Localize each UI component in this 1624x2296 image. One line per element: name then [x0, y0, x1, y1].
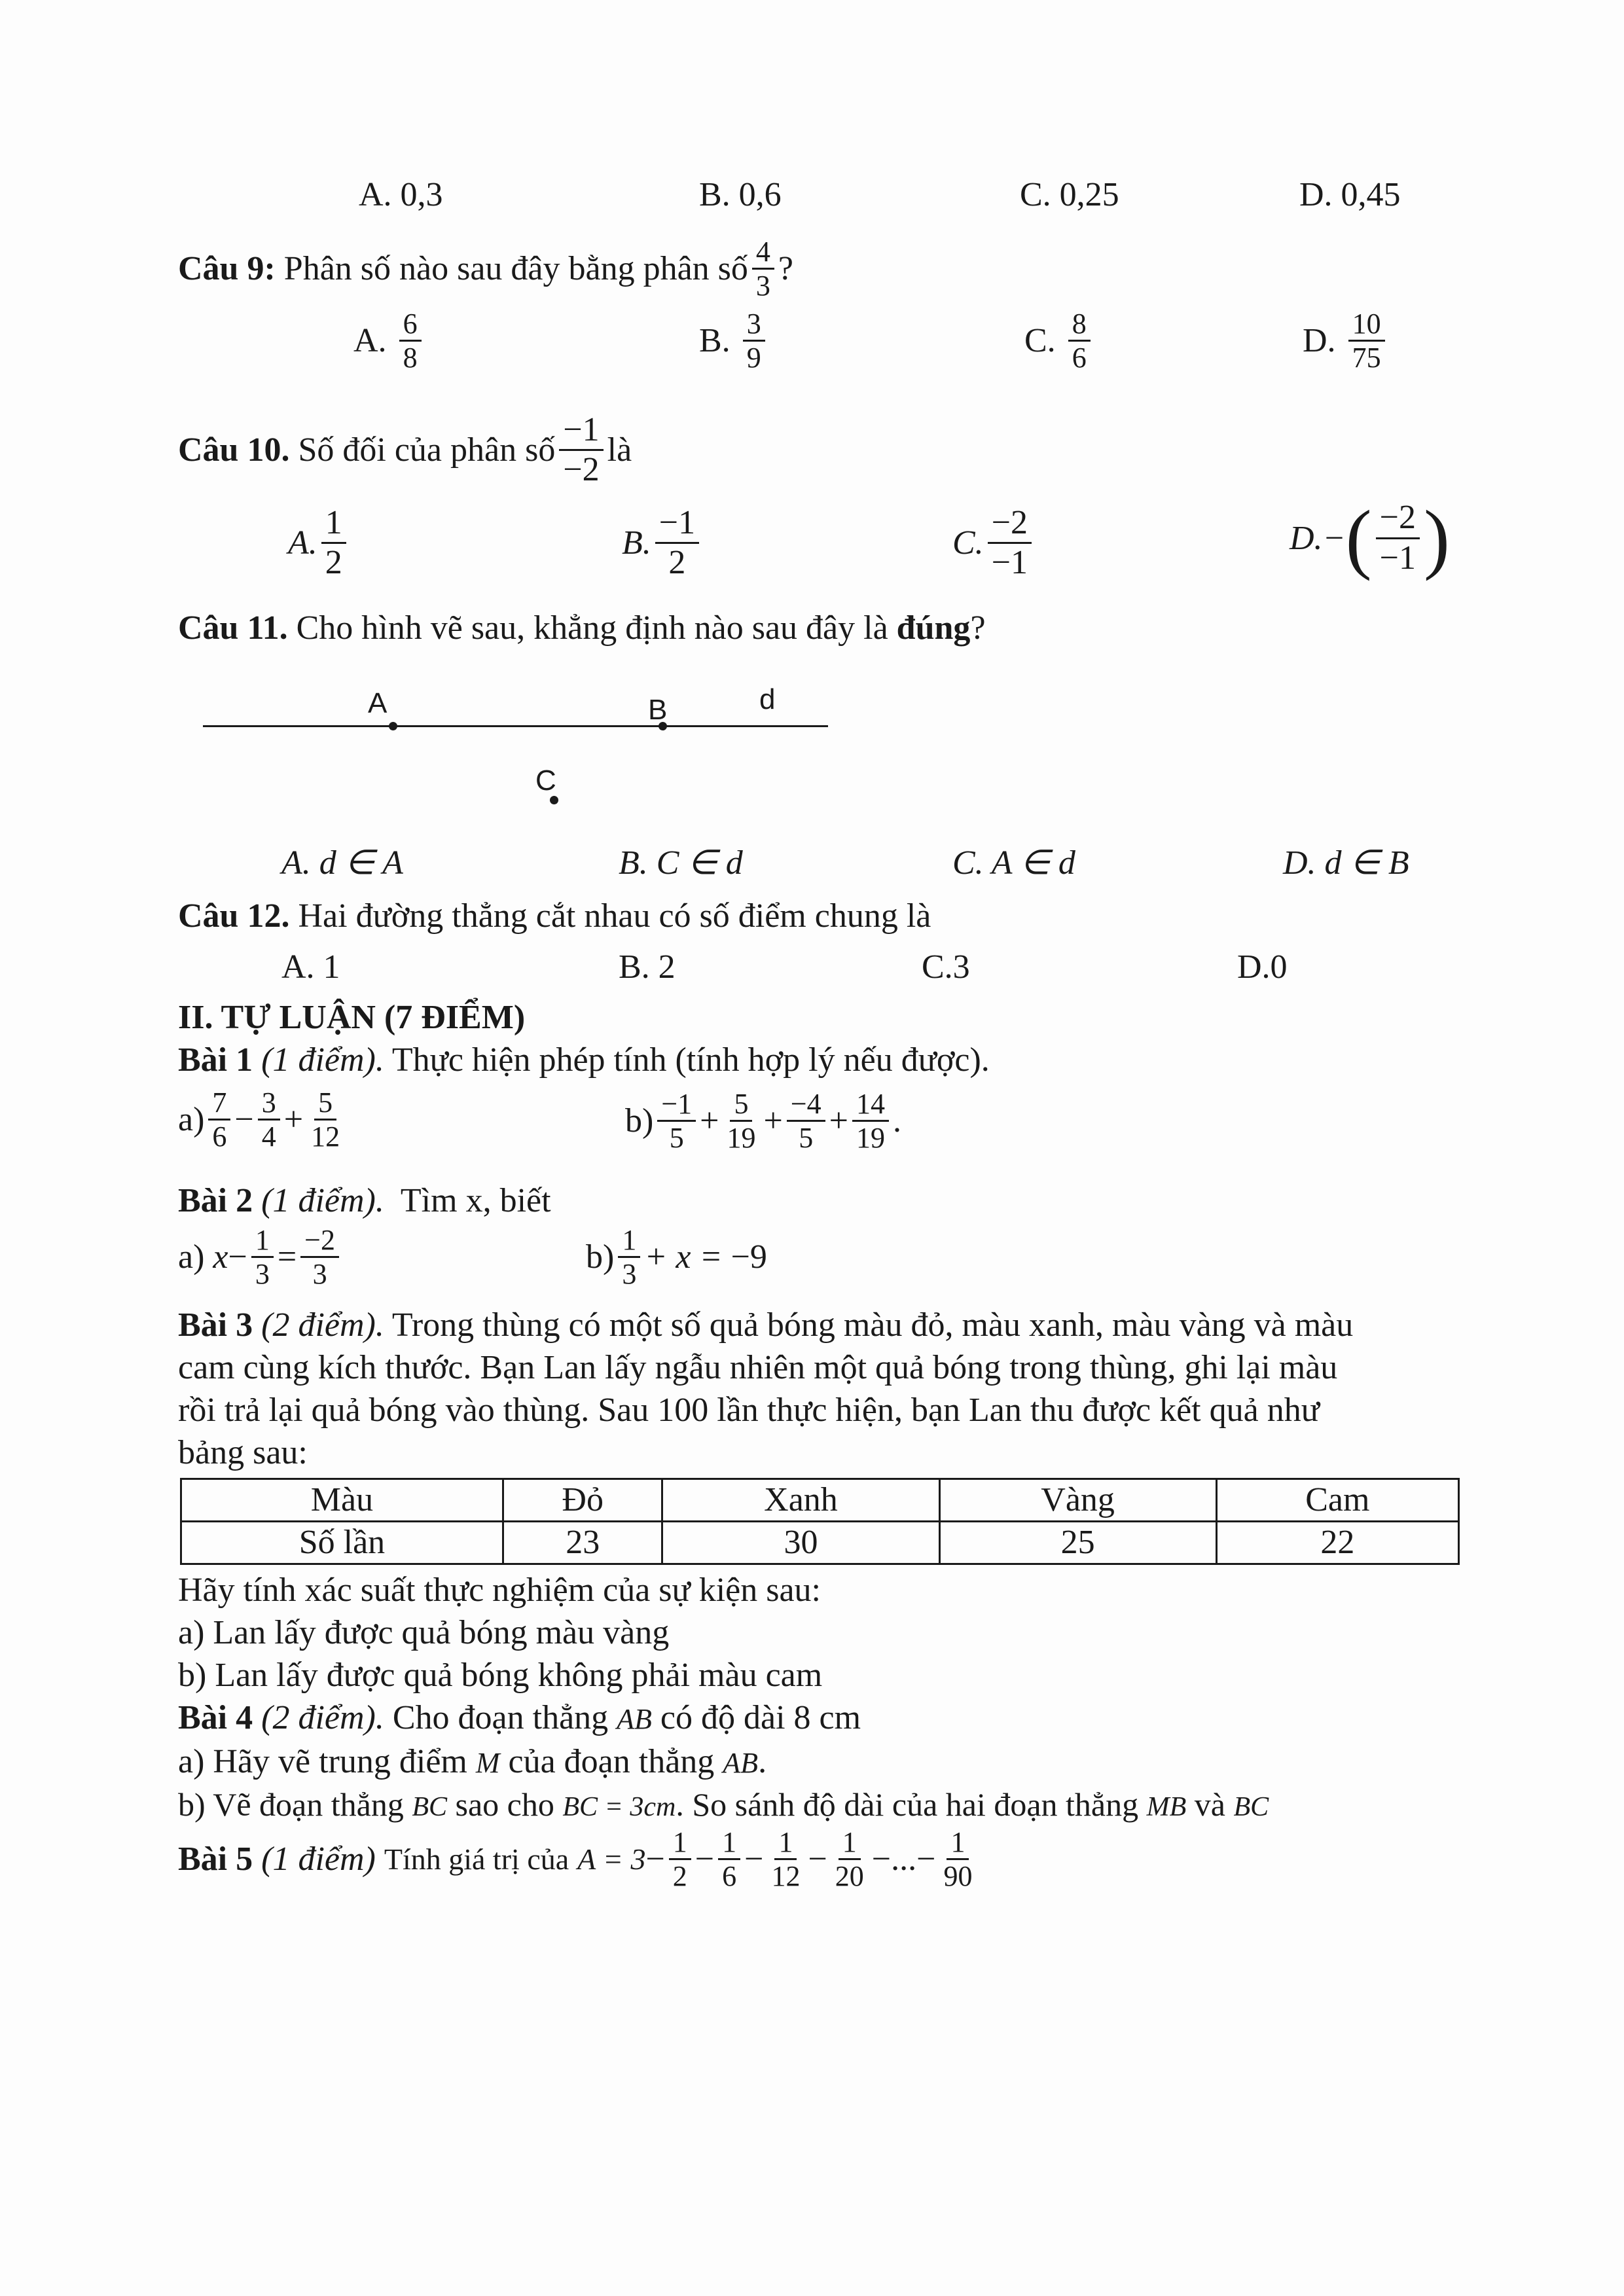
bai1-heading: Bài 1 (1 điểm). Thực hiện phép tính (tính hợp lý nếu được).: [178, 1041, 990, 1079]
table-cell: Số lần: [181, 1522, 503, 1564]
bai1-b: b) $\frac{-1}{5}$ + $\frac{5}{19}$ + $\frac{-4}{5}$ + $\frac{14}{19}$ .: [625, 1088, 901, 1155]
q8-option-c: C. 0,25: [1020, 176, 1119, 213]
table-cell: Xanh: [662, 1479, 939, 1522]
q12-option-c: C.3: [922, 948, 970, 986]
q9-label: Câu 9:: [178, 250, 276, 288]
question-12: [178, 897, 931, 935]
q9-option-d: D. $\frac{10}{75}$: [1303, 308, 1389, 374]
bai3-line1: Bài 3 (2 điểm). Trong thùng có một số quả bóng màu đỏ, màu xanh, màu vàng và màu: [178, 1306, 1354, 1344]
q11-option-c: C. A ∈ d: [952, 844, 1075, 882]
table-cell: 30: [662, 1522, 939, 1564]
bai2-b: b) $\frac{1}{3}$ + x = −9: [586, 1224, 767, 1291]
table-cell: 25: [939, 1522, 1216, 1564]
q8-option-d: D. 0,45: [1299, 176, 1401, 213]
table-cell: Đỏ: [503, 1479, 662, 1522]
table-cell: 23: [503, 1522, 662, 1564]
q12-text: Hai đường thẳng cắt nhau có số điểm chung là: [298, 897, 931, 935]
bai3-question-b: b) Lan lấy được quả bóng không phải màu cam: [178, 1657, 823, 1694]
q10-option-a: A. $\frac{1}{2}$: [288, 504, 350, 582]
q12-option-a: A. 1: [281, 948, 340, 986]
bai3-line3: rồi trả lại quả bóng vào thùng. Sau 100 lần thực hiện, bạn Lan thu được kết quả như: [178, 1391, 1320, 1429]
q12-label: Câu 12.: [178, 897, 290, 935]
q12-option-d: D.0: [1237, 948, 1288, 986]
q10-label: Câu 10.: [178, 431, 290, 469]
frequency-table: [180, 1478, 1460, 1565]
q8-option-b: B. 0,6: [699, 176, 782, 213]
q10-option-b: B. $\frac{-1}{2}$: [622, 504, 703, 582]
bai3-line4: bảng sau:: [178, 1434, 308, 1471]
q11-text: Cho hình vẽ sau, khẳng định nào sau đây là: [296, 609, 888, 647]
label-c: C: [535, 764, 556, 797]
part2-title: II. TỰ LUẬN (7 ĐIỂM): [178, 999, 526, 1036]
bai2-a: a) x − $\frac{1}{3}$ = $\frac{-2}{3}$: [178, 1224, 343, 1291]
q11-label: Câu 11.: [178, 609, 288, 647]
table-cell: Cam: [1216, 1479, 1458, 1522]
q9-option-c: C. $\frac{8}{6}$: [1024, 308, 1094, 374]
q11-option-b: B. C ∈ d: [619, 844, 743, 882]
label-d: d: [759, 683, 776, 715]
label-a: A: [368, 687, 388, 719]
table-cell: 22: [1216, 1522, 1458, 1564]
q10-text: Số đối của phân số: [298, 431, 556, 469]
bai2-heading: Bài 2 (1 điểm). Tìm x, biết: [178, 1182, 551, 1219]
table-cell: Màu: [181, 1479, 503, 1522]
q9-option-b: B. $\frac{3}{9}$: [699, 308, 769, 374]
bai1-a: a) $\frac{7}{6}$ − $\frac{3}{4}$ + $\frac{5}{12}$: [178, 1086, 340, 1153]
q11-option-d: D. d ∈ B: [1283, 844, 1409, 882]
bai5: Bài 5 (1 điểm) Tính giá trị của A = 3 − $\frac{1}{2}$ − $\frac{1}{6}$ − $\frac{1}{12}$ − $\frac{1}{20}$ −...− $\frac{1}{90}$: [178, 1826, 973, 1893]
question-9: Câu 9: Phân số nào sau đây bằng phân số $\frac{4}{3}$ ?: [178, 236, 793, 302]
bai4-b: b) Vẽ đoạn thẳng BC sao cho BC = 3cm. So sánh độ dài của hai đoạn thẳng MB và BC: [178, 1786, 1269, 1823]
bai4-heading: Bài 4 (2 điểm). Cho đoạn thẳng AB có độ dài 8 cm: [178, 1699, 861, 1736]
point-a-dot: [389, 722, 397, 730]
q9-fraction: $\frac{4}{3}$: [752, 236, 774, 302]
question-11: Câu 11. Cho hình vẽ sau, khẳng định nào sau đây là đúng?: [178, 609, 986, 647]
table-header-row: [181, 1479, 1459, 1522]
q10-option-d: D.− ( $\frac{-2}{-1}$ ): [1290, 494, 1450, 581]
q9-text: Phân số nào sau đây bằng phân số: [283, 250, 748, 288]
q9-option-a: A. $\frac{6}{8}$: [353, 308, 425, 374]
bai4-a: a) Hãy vẽ trung điểm M của đoạn thẳng AB.: [178, 1743, 767, 1780]
line-d: [203, 725, 828, 727]
q10-fraction: $\frac{-1}{-2}$: [559, 411, 603, 489]
question-10: Câu 10. Số đối của phân số $\frac{-1}{-2}$ là: [178, 411, 632, 489]
q12-option-b: B. 2: [619, 948, 676, 986]
q11-bold: đúng: [896, 609, 971, 647]
bai3-line2: cam cùng kích thước. Bạn Lan lấy ngẫu nhiên một quả bóng trong thùng, ghi lại màu: [178, 1349, 1338, 1386]
table-row: [181, 1522, 1459, 1564]
bai3-question-a: a) Lan lấy được quả bóng màu vàng: [178, 1614, 670, 1651]
q10-option-c: C. $\frac{-2}{-1}$: [952, 504, 1036, 582]
table-cell: Vàng: [939, 1479, 1216, 1522]
bai3-question: Hãy tính xác suất thực nghiệm của sự kiện sau:: [178, 1571, 821, 1609]
label-b: B: [648, 694, 668, 726]
q11-option-a: A. d ∈ A: [281, 844, 403, 882]
q8-option-a: A. 0,3: [359, 176, 443, 213]
